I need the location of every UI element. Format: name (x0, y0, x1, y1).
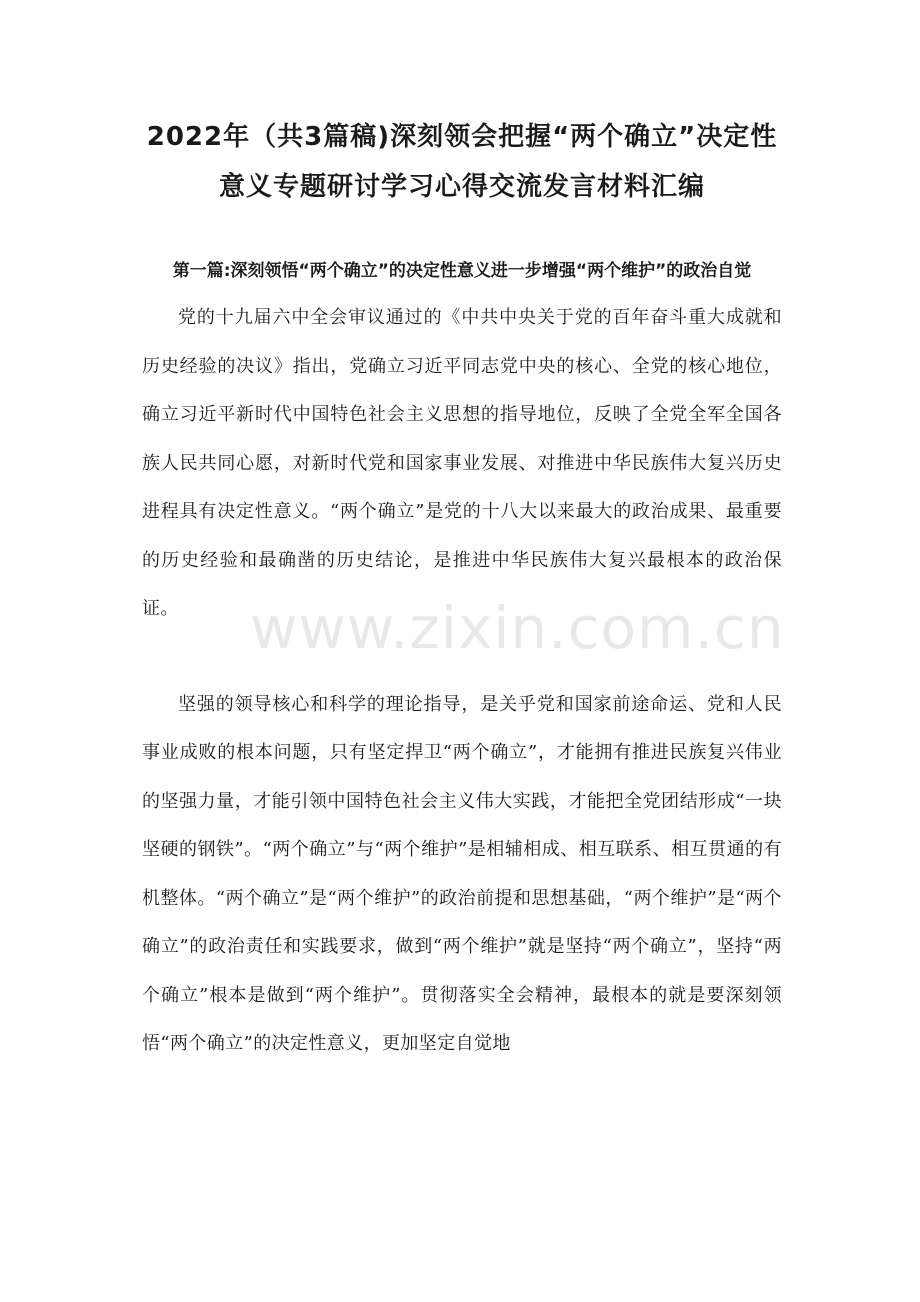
document-title: 2022年（共3篇稿)深刻领会把握“两个确立”决定性意义专题研讨学习心得交流发言材料汇编 (146, 122, 778, 202)
section-heading: 第一篇:深刻领悟“两个确立”的决定性意义进一步增强“两个维护”的政治自觉 (172, 261, 752, 281)
body-paragraph: 党的十九届六中全会审议通过的《中共中央关于党的百年奋斗重大成就和历史经验的决议》指出，党确立习近平同志党中央的核心、全党的核心地位，确立习近平新时代中国特色社会主义思想的指导地位，反映了全党全军全国各族人民共同心愿，对新时代党和国家事业发展、对推进中华民族伟大复兴历史进程具有决定性意义。“两个确立”是党的十八大以来最大的政治成果、最重要的历史经验和最确凿的历史结论，是推进中华民族伟大复兴最根本的政治保证。 (142, 307, 782, 619)
body-paragraph: 坚强的领导核心和科学的理论指导，是关乎党和国家前途命运、党和人民事业成败的根本问题，只有坚定捍卫“两个确立”，才能拥有推进民族复兴伟业的坚强力量，才能引领中国特色社会主义伟大实践，才能把全党团结形成“一块坚硬的钢铁”。“两个确立”与“两个维护”是相辅相成、相互联系、相互贯通的有机整体。“两个确立”是“两个维护”的政治前提和思想基础，“两个维护”是“两个确立”的政治责任和实践要求，做到“两个维护”就是坚持“两个确立”，坚持“两个确立”根本是做到“两个维护”。贯彻落实全会精神，最根本的就是要深刻领悟“两个确立”的决定性意义，更加坚定自觉地 (142, 693, 782, 1054)
watermark: www.zixin.com.cn (250, 594, 785, 662)
